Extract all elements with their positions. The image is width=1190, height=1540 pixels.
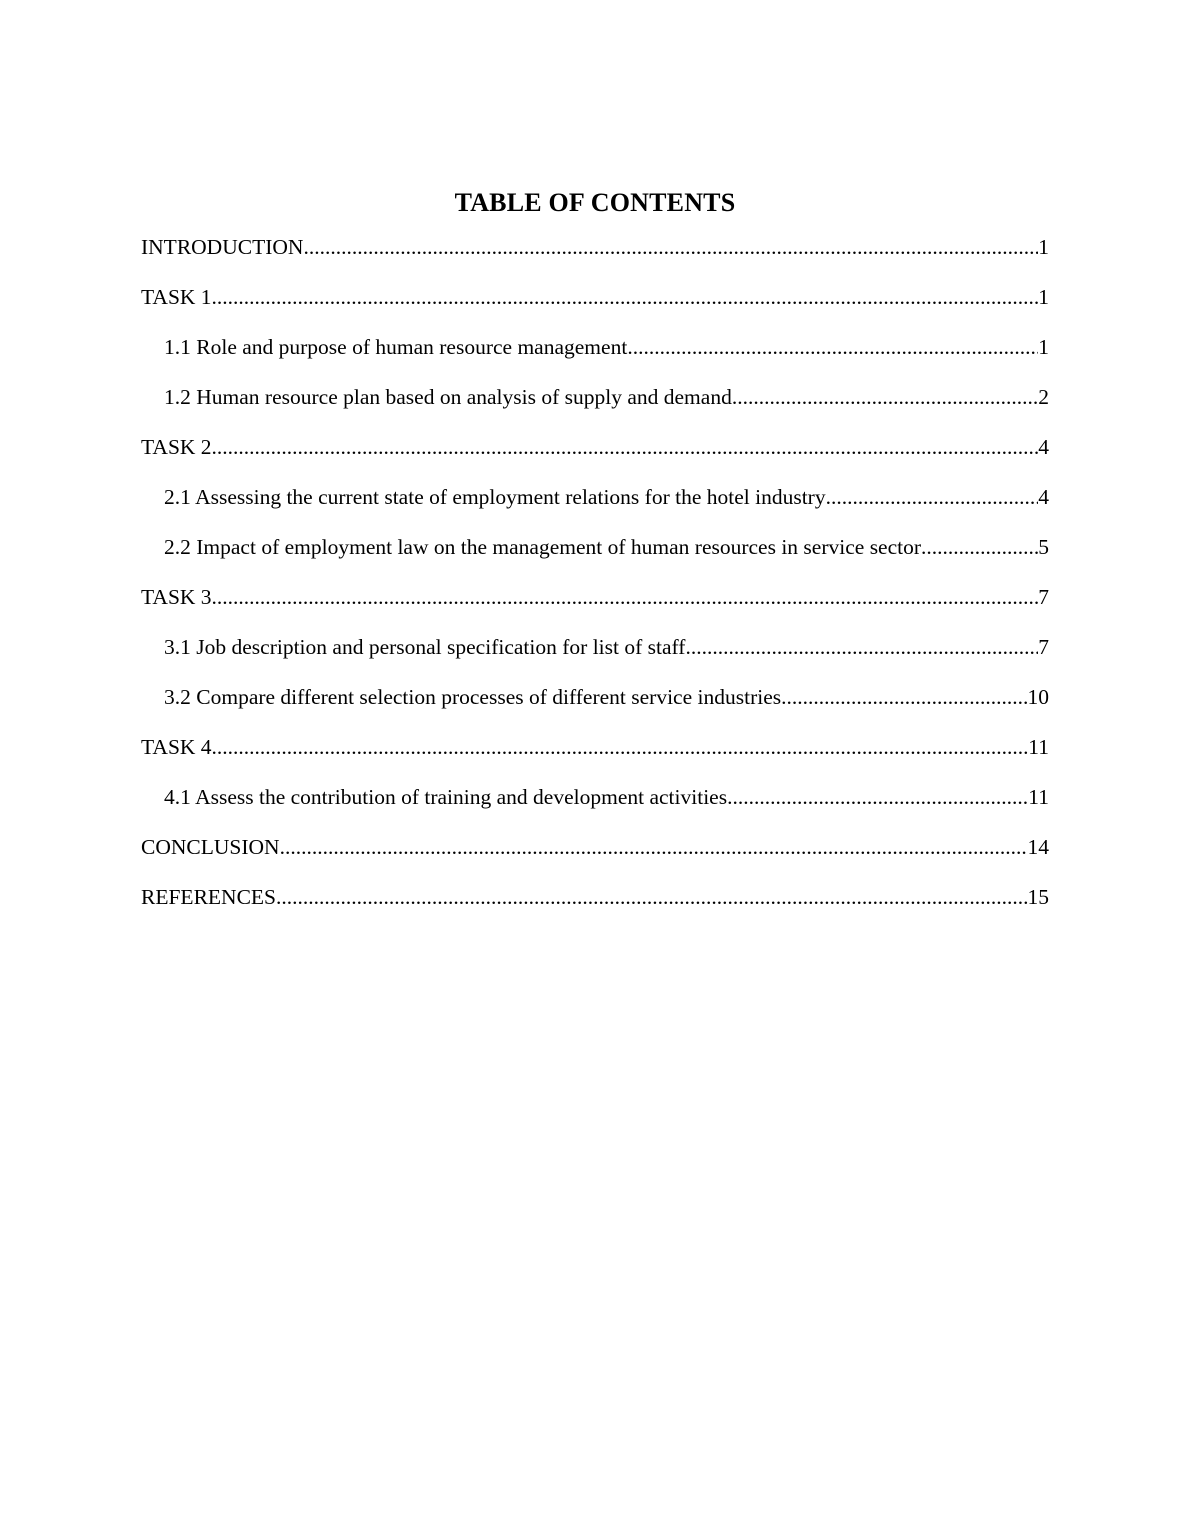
toc-entry-text: 2.1 Assessing the current state of employment relations for the hotel industry <box>164 485 826 509</box>
toc-entry-text: REFERENCES <box>141 885 276 909</box>
toc-entry-text: 4.1 Assess the contribution of training and development activities <box>164 785 728 809</box>
toc-page-number: 7 <box>1038 585 1049 609</box>
toc-list <box>141 232 1049 932</box>
toc-leader-dots <box>781 682 1027 712</box>
toc-entry-1-2[interactable] <box>141 382 1049 432</box>
toc-page-number: 11 <box>1028 785 1049 809</box>
toc-leader-dots <box>276 882 1028 912</box>
toc-entry-4-1[interactable] <box>141 782 1049 832</box>
toc-page-number: 11 <box>1028 735 1049 759</box>
toc-page-number: 5 <box>1038 535 1049 559</box>
toc-page-number: 1 <box>1038 235 1049 259</box>
toc-entry-text: 2.2 Impact of employment law on the management of human resources in service sector <box>164 535 922 559</box>
toc-entry-text: TASK 4 <box>141 735 212 759</box>
toc-entry-task-2[interactable] <box>141 432 1049 482</box>
toc-leader-dots <box>212 432 1039 462</box>
toc-entry-text: 1.1 Role and purpose of human resource management <box>164 335 628 359</box>
toc-entry-2-1[interactable] <box>141 482 1049 532</box>
toc-leader-dots <box>685 632 1038 662</box>
toc-entry-task-4[interactable] <box>141 732 1049 782</box>
toc-page-number: 4 <box>1038 485 1049 509</box>
toc-entry-text: 3.2 Compare different selection processes of different service industries <box>164 685 782 709</box>
toc-page-number: 15 <box>1027 885 1049 909</box>
toc-page-number: 10 <box>1027 685 1049 709</box>
toc-leader-dots <box>921 532 1038 562</box>
toc-leader-dots <box>280 832 1028 862</box>
toc-leader-dots <box>212 282 1039 312</box>
toc-leader-dots <box>732 382 1038 412</box>
toc-entry-text: CONCLUSION <box>141 835 280 859</box>
toc-entry-text: 3.1 Job description and personal specification for list of staff <box>164 635 686 659</box>
toc-leader-dots <box>212 732 1029 762</box>
toc-entry-text: TASK 3 <box>141 585 212 609</box>
toc-leader-dots <box>627 332 1038 362</box>
toc-entry-references[interactable] <box>141 882 1049 932</box>
toc-leader-dots <box>727 782 1028 812</box>
toc-entry-task-3[interactable] <box>141 582 1049 632</box>
toc-entry-text: INTRODUCTION <box>141 235 304 259</box>
toc-entry-3-2[interactable] <box>141 682 1049 732</box>
toc-page-number: 1 <box>1038 285 1049 309</box>
toc-leader-dots <box>303 232 1038 262</box>
toc-leader-dots <box>826 482 1039 512</box>
toc-entry-task-1[interactable] <box>141 282 1049 332</box>
toc-page-number: 1 <box>1038 335 1049 359</box>
toc-page-number: 4 <box>1038 435 1049 459</box>
toc-page-number: 14 <box>1027 835 1049 859</box>
toc-leader-dots <box>212 582 1039 612</box>
toc-entry-text: TASK 2 <box>141 435 212 459</box>
toc-entry-text: 1.2 Human resource plan based on analysis of supply and demand <box>164 385 732 409</box>
toc-entry-introduction[interactable] <box>141 232 1049 282</box>
toc-page-number: 7 <box>1038 635 1049 659</box>
toc-entry-2-2[interactable] <box>141 532 1049 582</box>
toc-entry-1-1[interactable] <box>141 332 1049 382</box>
toc-page-number: 2 <box>1038 385 1049 409</box>
toc-entry-text: TASK 1 <box>141 285 212 309</box>
toc-entry-conclusion[interactable] <box>141 832 1049 882</box>
toc-entry-3-1[interactable] <box>141 632 1049 682</box>
page-title: TABLE OF CONTENTS <box>454 188 736 217</box>
